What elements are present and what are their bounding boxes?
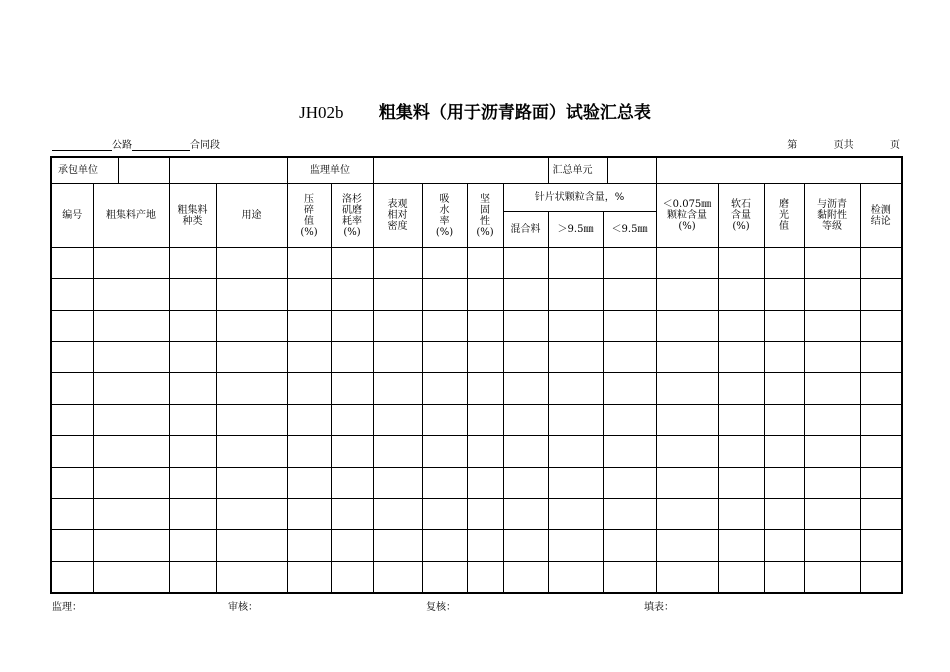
table-cell[interactable] (764, 279, 804, 310)
table-cell[interactable] (656, 279, 718, 310)
table-cell[interactable] (422, 248, 467, 279)
table-cell[interactable] (93, 404, 169, 435)
table-cell[interactable] (503, 530, 548, 561)
table-cell[interactable] (51, 530, 93, 561)
table-cell[interactable] (51, 436, 93, 467)
table-cell[interactable] (603, 498, 656, 529)
header-origin: 粗集料产地 (93, 184, 169, 248)
table-cell[interactable] (603, 310, 656, 341)
header-usage: 用途 (216, 184, 287, 248)
table-cell[interactable] (51, 467, 93, 498)
summary-unit-label: 汇总单元 (549, 158, 608, 183)
table-cell[interactable] (467, 310, 503, 341)
page-prefix: 第 (787, 140, 798, 151)
table-cell[interactable] (373, 373, 422, 404)
document-title (0, 98, 950, 123)
table-cell[interactable] (169, 279, 216, 310)
table-cell[interactable] (548, 561, 603, 593)
table-cell[interactable] (169, 436, 216, 467)
table-cell[interactable] (603, 530, 656, 561)
table-cell[interactable] (503, 279, 548, 310)
table-cell[interactable] (548, 467, 603, 498)
table-row (51, 436, 902, 467)
contractor-value-cell[interactable] (169, 157, 287, 184)
header-crush: 压 碎 值 (%) (287, 184, 331, 248)
table-cell[interactable] (93, 279, 169, 310)
page-total-label: 页共 (833, 140, 854, 151)
contractor-label: 承包单位 (52, 158, 119, 183)
table-cell[interactable] (548, 342, 603, 373)
table-cell[interactable] (422, 498, 467, 529)
table-cell[interactable] (93, 373, 169, 404)
table-cell[interactable] (422, 342, 467, 373)
table-cell[interactable] (718, 436, 764, 467)
table-cell[interactable] (51, 498, 93, 529)
table-cell[interactable] (216, 530, 287, 561)
table-cell[interactable] (804, 530, 860, 561)
table-cell[interactable] (503, 467, 548, 498)
table-cell[interactable] (804, 498, 860, 529)
table-cell[interactable] (287, 248, 331, 279)
table-cell[interactable] (169, 498, 216, 529)
table-cell[interactable] (656, 248, 718, 279)
table-cell[interactable] (467, 561, 503, 593)
header-adhesion: 与沥青 黏附性 等级 (804, 184, 860, 248)
table-cell[interactable] (503, 498, 548, 529)
header-fines: ＜0.075㎜ 颗粒含量 (%) (656, 184, 718, 248)
table-cell[interactable] (718, 498, 764, 529)
fill-label: 填表： (644, 602, 674, 613)
table-cell[interactable] (373, 561, 422, 593)
table-cell[interactable] (287, 498, 331, 529)
table-cell[interactable] (331, 561, 373, 593)
table-cell[interactable] (373, 310, 422, 341)
table-cell[interactable] (216, 248, 287, 279)
table-cell[interactable] (718, 373, 764, 404)
review-label: 审核： (228, 602, 258, 613)
contract-section-blank[interactable] (132, 140, 190, 151)
table-cell[interactable] (860, 436, 902, 467)
table-cell[interactable] (503, 342, 548, 373)
table-cell[interactable] (169, 373, 216, 404)
table-cell[interactable] (764, 342, 804, 373)
table-cell[interactable] (51, 373, 93, 404)
table-cell[interactable] (860, 530, 902, 561)
table-cell[interactable] (51, 342, 93, 373)
table-cell[interactable] (603, 279, 656, 310)
table-cell[interactable] (467, 248, 503, 279)
table-cell[interactable] (764, 248, 804, 279)
table-cell[interactable] (51, 279, 93, 310)
table-cell[interactable] (373, 248, 422, 279)
table-cell[interactable] (467, 467, 503, 498)
header-flaky-mixed: 混合料 (503, 211, 548, 247)
table-cell[interactable] (373, 530, 422, 561)
table-cell[interactable] (656, 436, 718, 467)
table-cell[interactable] (331, 342, 373, 373)
table-cell[interactable] (331, 404, 373, 435)
table-cell[interactable] (331, 279, 373, 310)
table-cell[interactable] (331, 467, 373, 498)
table-cell[interactable] (467, 436, 503, 467)
summary-table (50, 156, 903, 594)
table-cell[interactable] (603, 561, 656, 593)
table-cell[interactable] (422, 373, 467, 404)
table-cell[interactable] (373, 467, 422, 498)
table-cell[interactable] (503, 373, 548, 404)
table-row (51, 279, 902, 310)
table-cell[interactable] (467, 279, 503, 310)
table-cell[interactable] (603, 342, 656, 373)
table-cell[interactable] (467, 404, 503, 435)
table-cell[interactable] (804, 279, 860, 310)
table-cell[interactable] (287, 279, 331, 310)
table-cell[interactable] (467, 530, 503, 561)
table-cell[interactable] (548, 310, 603, 341)
table-cell[interactable] (860, 248, 902, 279)
table-cell[interactable] (169, 467, 216, 498)
form-title: 粗集料（用于沥青路面）试验汇总表 (378, 103, 651, 123)
table-cell[interactable] (764, 310, 804, 341)
header-polish: 磨 光 值 (764, 184, 804, 248)
table-cell[interactable] (422, 561, 467, 593)
road-label: 公路 (112, 140, 132, 151)
table-cell[interactable] (287, 530, 331, 561)
table-cell[interactable] (93, 467, 169, 498)
table-cell[interactable] (287, 561, 331, 593)
table-cell[interactable] (216, 498, 287, 529)
table-cell[interactable] (718, 530, 764, 561)
table-cell[interactable] (548, 530, 603, 561)
table-cell[interactable] (718, 342, 764, 373)
table-cell[interactable] (467, 373, 503, 404)
table-cell[interactable] (467, 342, 503, 373)
supervisor-value[interactable] (373, 157, 548, 184)
table-cell[interactable] (331, 498, 373, 529)
table-cell[interactable] (548, 279, 603, 310)
table-cell[interactable] (169, 530, 216, 561)
road-contract-fields (52, 136, 220, 151)
table-cell[interactable] (656, 467, 718, 498)
table-row (51, 404, 902, 435)
table-cell[interactable] (718, 404, 764, 435)
table-cell[interactable] (764, 561, 804, 593)
table-cell[interactable] (93, 310, 169, 341)
table-cell[interactable] (51, 561, 93, 593)
table-cell[interactable] (603, 404, 656, 435)
table-cell[interactable] (548, 248, 603, 279)
table-cell[interactable] (422, 436, 467, 467)
table-cell[interactable] (804, 436, 860, 467)
table-cell[interactable] (656, 404, 718, 435)
table-cell[interactable] (764, 404, 804, 435)
table-cell[interactable] (287, 310, 331, 341)
table-cell[interactable] (804, 248, 860, 279)
table-cell[interactable] (860, 498, 902, 529)
table-cell[interactable] (764, 530, 804, 561)
table-cell[interactable] (169, 342, 216, 373)
road-name-blank[interactable] (52, 140, 112, 151)
table-cell[interactable] (804, 373, 860, 404)
table-cell[interactable] (169, 248, 216, 279)
table-cell[interactable] (603, 373, 656, 404)
table-cell[interactable] (503, 561, 548, 593)
table-cell[interactable] (503, 310, 548, 341)
recheck-label: 复核： (426, 602, 456, 613)
table-cell[interactable] (216, 342, 287, 373)
table-cell[interactable] (287, 436, 331, 467)
table-row (51, 342, 902, 373)
table-cell[interactable] (93, 436, 169, 467)
table-cell[interactable] (860, 310, 902, 341)
table-cell[interactable] (331, 373, 373, 404)
table-cell[interactable] (331, 248, 373, 279)
table-cell[interactable] (93, 342, 169, 373)
table-cell[interactable] (656, 342, 718, 373)
table-cell[interactable] (216, 467, 287, 498)
table-cell[interactable] (93, 530, 169, 561)
supervisor-label: 监理单位 (287, 157, 373, 184)
header-row-1 (51, 184, 902, 211)
header-soft-stone: 软石 含量 (%) (718, 184, 764, 248)
table-cell[interactable] (548, 498, 603, 529)
table-cell[interactable] (422, 467, 467, 498)
table-cell[interactable] (603, 467, 656, 498)
table-cell[interactable] (331, 436, 373, 467)
table-cell[interactable] (373, 498, 422, 529)
table-cell[interactable] (169, 561, 216, 593)
table-cell[interactable] (373, 404, 422, 435)
table-cell[interactable] (764, 436, 804, 467)
table-cell[interactable] (216, 436, 287, 467)
header-soundness: 坚 固 性 (%) (467, 184, 503, 248)
table-cell[interactable] (169, 310, 216, 341)
form-code: JH02b (299, 103, 344, 122)
table-cell[interactable] (656, 498, 718, 529)
data-body (51, 248, 902, 593)
page-suffix: 页 (890, 140, 900, 151)
table-cell[interactable] (860, 467, 902, 498)
contract-label: 合同段 (190, 140, 220, 151)
header-number: 编号 (51, 184, 93, 248)
header-flaky-group: 针片状颗粒含量，% (503, 184, 656, 211)
table-cell[interactable] (503, 404, 548, 435)
table-row (51, 248, 902, 279)
table-cell[interactable] (287, 467, 331, 498)
table-row (51, 530, 902, 561)
table-cell[interactable] (287, 404, 331, 435)
header-info-line (52, 136, 900, 152)
table-cell[interactable] (860, 561, 902, 593)
table-cell[interactable] (548, 436, 603, 467)
header-relative-density: 表观 相对 密度 (373, 184, 422, 248)
table-cell[interactable] (422, 404, 467, 435)
summary-unit-value[interactable] (656, 157, 902, 184)
table-row (51, 498, 902, 529)
header-type: 粗集料 种类 (169, 184, 216, 248)
table-row (51, 310, 902, 341)
table-cell[interactable] (331, 310, 373, 341)
table-cell[interactable] (93, 561, 169, 593)
table-cell[interactable] (804, 467, 860, 498)
table-cell[interactable] (503, 248, 548, 279)
table-cell[interactable] (804, 342, 860, 373)
table-cell[interactable] (764, 373, 804, 404)
table-cell[interactable] (216, 310, 287, 341)
header-flaky-lt: ＜9.5㎜ (603, 211, 656, 247)
page-number-fields (787, 136, 900, 151)
table-cell[interactable] (287, 342, 331, 373)
table-cell[interactable] (860, 342, 902, 373)
table-cell[interactable] (656, 373, 718, 404)
header-conclusion: 检测 结论 (860, 184, 902, 248)
header-flaky-gt: ＞9.5㎜ (548, 211, 603, 247)
table-cell[interactable] (51, 310, 93, 341)
table-cell[interactable] (422, 310, 467, 341)
table-cell[interactable] (373, 436, 422, 467)
table-cell[interactable] (603, 436, 656, 467)
table-cell[interactable] (503, 436, 548, 467)
table-cell[interactable] (860, 279, 902, 310)
table-cell[interactable] (764, 467, 804, 498)
signature-footer (52, 598, 900, 612)
table-row (51, 373, 902, 404)
table-cell[interactable] (603, 248, 656, 279)
table-cell[interactable] (718, 561, 764, 593)
header-absorption: 吸 水 率 (%) (422, 184, 467, 248)
table-cell[interactable] (718, 310, 764, 341)
table-cell[interactable] (216, 279, 287, 310)
supervision-label: 监理： (52, 602, 82, 613)
table-cell[interactable] (860, 373, 902, 404)
table-cell[interactable] (169, 404, 216, 435)
table-cell[interactable] (93, 498, 169, 529)
table-cell[interactable] (287, 373, 331, 404)
table-cell[interactable] (548, 404, 603, 435)
table-cell[interactable] (422, 279, 467, 310)
table-cell[interactable] (216, 373, 287, 404)
table-cell[interactable] (467, 498, 503, 529)
table-cell[interactable] (373, 279, 422, 310)
table-cell[interactable] (548, 373, 603, 404)
table-cell[interactable] (804, 561, 860, 593)
table-cell[interactable] (93, 248, 169, 279)
table-cell[interactable] (764, 498, 804, 529)
table-cell[interactable] (656, 561, 718, 593)
contractor-value[interactable] (119, 158, 169, 183)
table-cell[interactable] (860, 404, 902, 435)
table-cell[interactable] (718, 467, 764, 498)
table-row (51, 467, 902, 498)
table-cell[interactable] (656, 310, 718, 341)
info-row (51, 157, 902, 184)
table-cell[interactable] (51, 248, 93, 279)
table-cell[interactable] (373, 342, 422, 373)
table-cell[interactable] (422, 530, 467, 561)
table-cell[interactable] (718, 279, 764, 310)
table-cell[interactable] (718, 248, 764, 279)
table-cell[interactable] (804, 404, 860, 435)
table-cell[interactable] (216, 561, 287, 593)
table-cell[interactable] (656, 530, 718, 561)
table-cell[interactable] (216, 404, 287, 435)
table-cell[interactable] (804, 310, 860, 341)
table-cell[interactable] (51, 404, 93, 435)
table-row (51, 561, 902, 593)
header-la-abrasion: 洛杉 矶磨 耗率 (%) (331, 184, 373, 248)
table-cell[interactable] (331, 530, 373, 561)
